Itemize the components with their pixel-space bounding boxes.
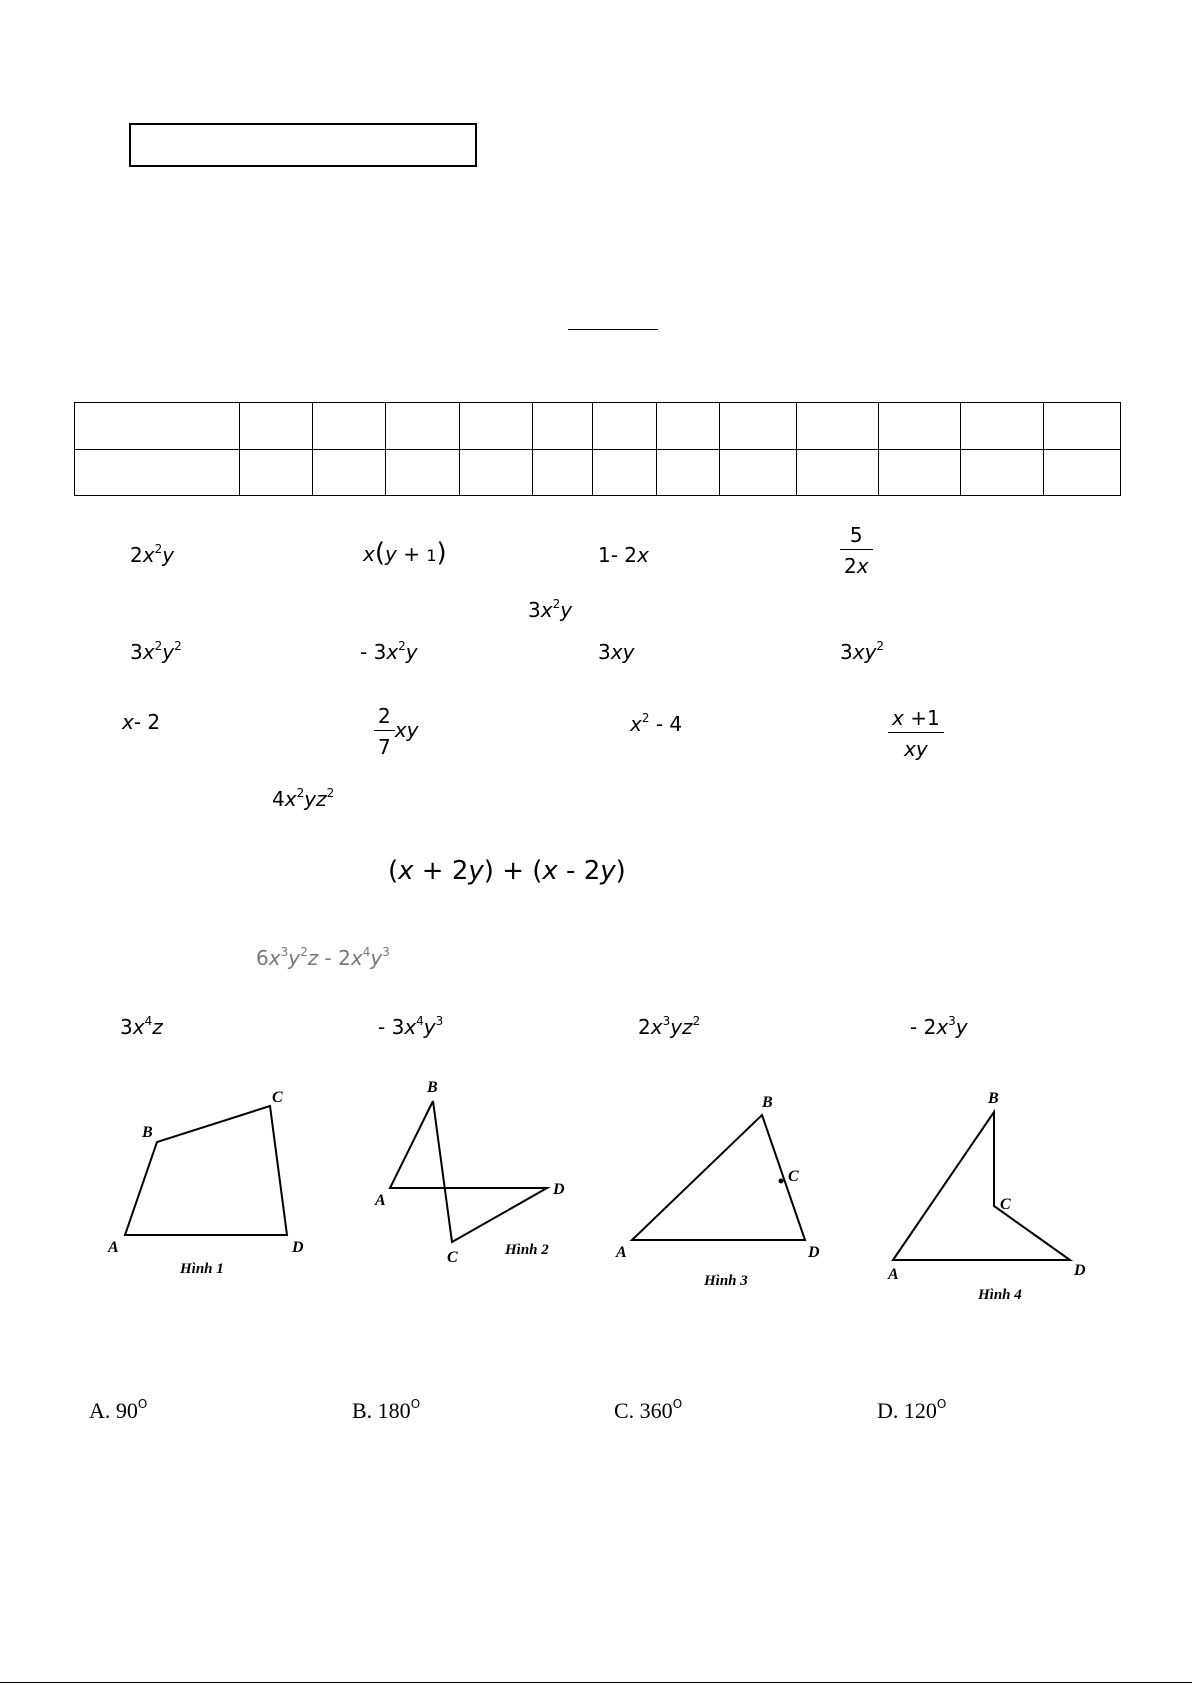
vertex-label-b: B [427, 1079, 438, 1096]
expr-2x3yz2: $2x^3yz^2$ [638, 1014, 701, 1039]
expr-2-7-xy: $\frac{2}{7}$ xy [374, 706, 418, 757]
crossed-quadrilateral [390, 1101, 547, 1242]
title-underline [568, 329, 658, 330]
expr-x-plus-1-over-xy: $\frac{x +1}{xy}$ [888, 708, 944, 759]
expr-3x4z: $3x^4z$ [120, 1014, 163, 1039]
expr-neg-3x2y: - $3x^2y$ [360, 639, 418, 664]
triangle [632, 1115, 805, 1240]
point-c [779, 1179, 784, 1184]
vertex-label-a: A [888, 1266, 899, 1283]
expr-2x2y: $2x^2y$ [130, 542, 175, 567]
expr-neg-2x3y: - $2x^3y$ [910, 1014, 968, 1039]
figure-caption: Hình 4 [978, 1287, 1022, 1303]
figure-hinh-4 [876, 1085, 1106, 1305]
answer-table [74, 402, 1121, 496]
expr-neg-3x4y3: - $3x^4y^3$ [378, 1014, 444, 1039]
figure-hinh-3 [612, 1085, 852, 1305]
vertex-label-a: A [375, 1192, 386, 1209]
vertex-label-a: A [616, 1244, 627, 1261]
table-row [75, 403, 1121, 450]
vertex-label-c: C [1000, 1196, 1011, 1213]
expr-3x2y: $3x^2y$ [528, 597, 573, 622]
vertex-label-c: C [272, 1089, 283, 1106]
expr-3xy2: $3xy^2$ [840, 639, 885, 664]
expr-1-minus-2x: 1- 2x [598, 543, 649, 567]
expr-polynomial: $6x^3y^2z - 2x^4y^3$ [256, 945, 390, 970]
concave-quadrilateral [893, 1112, 1070, 1260]
table-row [75, 449, 1121, 496]
figure-caption: Hình 2 [505, 1242, 549, 1258]
figure-caption: Hình 3 [704, 1273, 748, 1289]
vertex-label-b: B [988, 1090, 999, 1107]
vertex-label-c: C [788, 1168, 799, 1185]
answer-option-b[interactable]: B. $180^O$ [352, 1397, 421, 1423]
answer-option-d[interactable]: D. $120^O$ [877, 1397, 947, 1423]
vertex-label-a: A [108, 1239, 119, 1256]
expr-5-over-2x: $\frac{5}{2x}$ [840, 525, 873, 576]
expr-3x2y2: $3x^2y^2$ [130, 639, 182, 664]
expr-x-minus-2: x- 2 [122, 710, 161, 734]
answer-option-c[interactable]: C. $360^O$ [614, 1397, 683, 1423]
footer-rule [0, 1682, 1192, 1683]
vertex-label-d: D [553, 1181, 565, 1198]
vertex-label-d: D [808, 1244, 820, 1261]
expr-x2-minus-4: $x^2 - 4$ [630, 711, 683, 736]
vertex-label-d: D [292, 1239, 304, 1256]
vertex-label-d: D [1074, 1262, 1086, 1279]
figure-hinh-2 [365, 1070, 585, 1270]
expr-x-y-plus-1: x(y + 1) [363, 538, 447, 568]
figure-caption: Hình 1 [180, 1261, 224, 1277]
header-box [129, 123, 477, 167]
vertex-label-c: C [447, 1249, 458, 1266]
expr-sum-binomials: (x + 2y) + (x - 2y) [388, 856, 626, 886]
figure-hinh-1 [100, 1080, 330, 1280]
answer-option-a[interactable]: A. $90^O$ [89, 1397, 148, 1423]
vertex-label-b: B [142, 1124, 153, 1141]
expr-3xy: 3xy [598, 640, 635, 664]
vertex-label-b: B [762, 1094, 773, 1111]
expr-4x2yz2: $4x^2yz^2$ [272, 786, 335, 811]
